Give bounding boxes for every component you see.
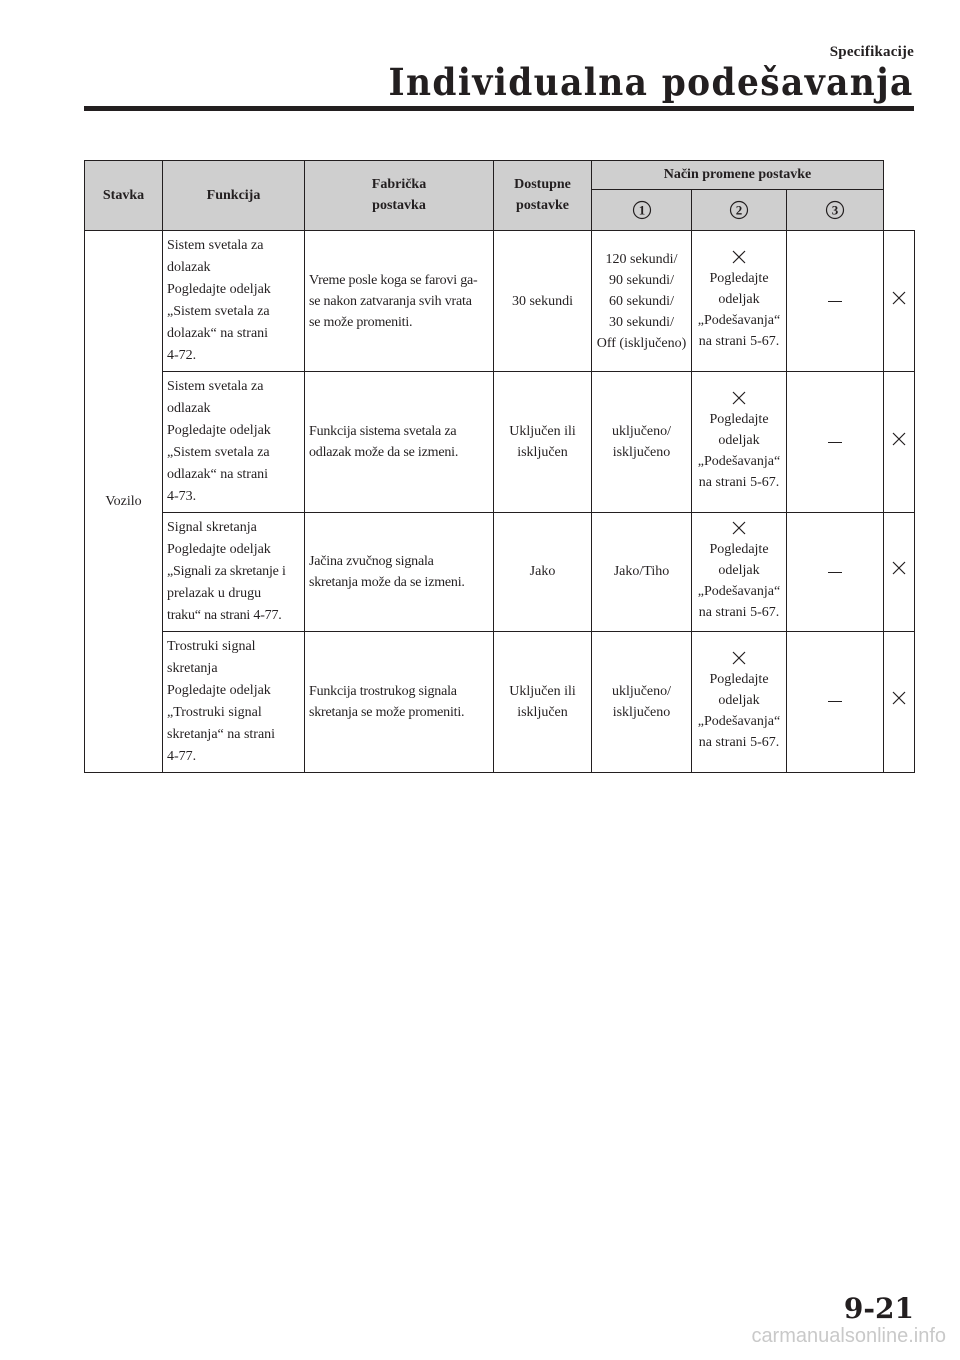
method-2-cell — [787, 631, 884, 772]
column-header-dostupne-line: Dostupne — [514, 177, 571, 193]
item-line: Trostruki signal — [167, 638, 256, 654]
x-mark-icon — [732, 651, 746, 665]
item-line: skretanja“ na strani — [167, 726, 276, 742]
x-mark-icon — [892, 291, 906, 305]
method-2-header — [692, 190, 787, 231]
method-1-line: Pogledajte — [709, 271, 769, 287]
function-cell — [305, 372, 494, 513]
item-line: „Sistem svetala za — [167, 304, 270, 320]
method-3-cell — [884, 512, 915, 631]
item-line: traku“ na strani 4-77. — [167, 607, 282, 623]
circled-number-3-icon — [825, 200, 845, 220]
function-line: Vreme posle koga se farovi ga- — [309, 272, 478, 288]
item-line: dolazak — [167, 260, 211, 276]
method-1-line: na strani 5-67. — [698, 604, 780, 620]
circled-number-2-icon — [729, 200, 749, 220]
dash-icon — [828, 572, 842, 573]
item-line: odlazak — [167, 401, 211, 417]
function-line: Funkcija trostrukog signala — [309, 683, 457, 699]
item-cell — [163, 512, 305, 631]
method-1-line: „Podešavanja“ — [697, 313, 781, 329]
item-line: Pogledajte odeljak — [167, 423, 271, 439]
column-header-fabricka — [305, 161, 494, 231]
method-1-line: na strani 5-67. — [698, 475, 780, 491]
x-mark-icon — [892, 432, 906, 446]
function-cell — [305, 512, 494, 631]
item-line: skretanja — [167, 660, 218, 676]
available-line: Jako/Tiho — [613, 564, 670, 580]
section-label: Specifikacije — [829, 44, 914, 60]
available-cell — [592, 512, 692, 631]
method-1-line: „Podešavanja“ — [697, 713, 781, 729]
available-line: 90 sekundi/ — [609, 272, 674, 288]
item-line: Sistem svetala za — [167, 379, 264, 395]
item-line: Sistem svetala za — [167, 238, 264, 254]
method-number-label: 2 — [735, 202, 743, 218]
table-row — [85, 231, 915, 372]
x-mark-icon — [892, 561, 906, 575]
column-header-nacin: Način promene postavke — [592, 161, 884, 190]
factory-cell — [494, 631, 592, 772]
circled-number-1-icon — [632, 200, 652, 220]
function-line: Funkcija sistema svetala za — [309, 424, 457, 440]
available-line: uključeno/ — [611, 424, 672, 440]
available-line: isključeno — [612, 445, 671, 461]
method-1-line: odeljak — [718, 433, 760, 449]
factory-line: isključen — [517, 445, 568, 461]
factory-line: Jako — [529, 564, 556, 580]
function-line: odlazak može da se izmeni. — [309, 445, 459, 461]
dash-icon — [828, 701, 842, 702]
method-1-cell — [692, 231, 787, 372]
method-3-cell — [884, 231, 915, 372]
page-title: Individualna podešavanja — [388, 60, 914, 104]
item-line: dolazak“ na strani — [167, 326, 269, 342]
factory-cell — [494, 372, 592, 513]
factory-line: Uključen ili — [509, 424, 576, 440]
function-line: skretanja se može promeniti. — [309, 704, 465, 720]
x-mark-icon — [732, 391, 746, 405]
method-3-cell — [884, 631, 915, 772]
method-1-line: Pogledajte — [709, 541, 769, 557]
item-line: odlazak“ na strani — [167, 466, 269, 482]
item-line: „Signali za skretanje i — [167, 563, 286, 579]
settings-table — [84, 160, 915, 773]
method-1-line: Pogledajte — [709, 412, 769, 428]
function-line: se nakon zatvaranja svih vrata — [309, 293, 472, 309]
item-line: prelazak u drugu — [167, 585, 262, 601]
x-mark-icon — [732, 521, 746, 535]
method-1-line: odeljak — [718, 292, 760, 308]
x-mark-icon — [892, 691, 906, 705]
method-1-cell — [692, 631, 787, 772]
method-1-cell — [692, 372, 787, 513]
available-cell — [592, 631, 692, 772]
method-1-cell — [692, 512, 787, 631]
method-2-cell — [787, 512, 884, 631]
function-cell — [305, 231, 494, 372]
method-3-cell — [884, 372, 915, 513]
factory-line: Uključen ili — [509, 683, 576, 699]
header-rule — [84, 106, 914, 111]
item-line: Pogledajte odeljak — [167, 682, 271, 698]
function-cell — [305, 631, 494, 772]
factory-line: 30 sekundi — [511, 293, 574, 309]
method-2-cell — [787, 231, 884, 372]
dash-icon — [828, 442, 842, 443]
item-line: 4-77. — [167, 748, 197, 764]
method-1-line: na strani 5-67. — [698, 734, 780, 750]
column-header-dostupne-line: postavke — [516, 197, 569, 213]
table-row — [85, 631, 915, 772]
available-line: 60 sekundi/ — [609, 293, 674, 309]
category-cell: Vozilo — [85, 231, 163, 772]
item-line: „Sistem svetala za — [167, 445, 270, 461]
available-line: uključeno/ — [611, 683, 672, 699]
column-header-stavka: Stavka — [85, 161, 163, 231]
item-cell — [163, 631, 305, 772]
item-line: „Trostruki signal — [167, 704, 262, 720]
function-line: se može promeniti. — [309, 314, 413, 330]
method-1-line: odeljak — [718, 692, 760, 708]
available-line: 120 sekundi/ — [605, 251, 678, 267]
method-1-line: na strani 5-67. — [698, 334, 780, 350]
available-line: isključeno — [612, 704, 671, 720]
available-line: Off (isključeno) — [596, 335, 687, 351]
column-header-dostupne — [494, 161, 592, 231]
item-line: 4-73. — [167, 488, 197, 504]
page-number: 9-21 — [843, 1292, 914, 1325]
item-line: 4-72. — [167, 348, 197, 364]
table-row — [85, 512, 915, 631]
column-header-fabricka-line: postavka — [372, 197, 426, 213]
item-line: Signal skretanja — [167, 519, 257, 535]
watermark-link[interactable]: carmanualsonline.info — [751, 1325, 946, 1347]
table-row — [85, 372, 915, 513]
method-1-header — [592, 190, 692, 231]
function-line: skretanja može da se izmeni. — [309, 574, 465, 590]
method-number-label: 1 — [638, 202, 645, 218]
item-line: Pogledajte odeljak — [167, 282, 271, 298]
column-header-funkcija: Funkcija — [163, 161, 305, 231]
column-header-fabricka-line: Fabrička — [371, 177, 427, 193]
method-number-label: 3 — [831, 202, 839, 218]
method-2-cell — [787, 372, 884, 513]
method-1-line: odeljak — [718, 562, 760, 578]
available-cell — [592, 231, 692, 372]
item-cell — [163, 372, 305, 513]
method-1-line: „Podešavanja“ — [697, 454, 781, 470]
method-1-line: „Podešavanja“ — [697, 583, 781, 599]
method-1-line: Pogledajte — [709, 671, 769, 687]
factory-cell — [494, 512, 592, 631]
available-cell — [592, 372, 692, 513]
item-cell — [163, 231, 305, 372]
item-line: Pogledajte odeljak — [167, 541, 271, 557]
method-3-header — [787, 190, 884, 231]
x-mark-icon — [732, 250, 746, 264]
function-line: Jačina zvučnog signala — [309, 553, 434, 569]
available-line: 30 sekundi/ — [609, 314, 674, 330]
table-header-row — [85, 161, 915, 190]
dash-icon — [828, 301, 842, 302]
factory-line: isključen — [517, 704, 568, 720]
factory-cell — [494, 231, 592, 372]
